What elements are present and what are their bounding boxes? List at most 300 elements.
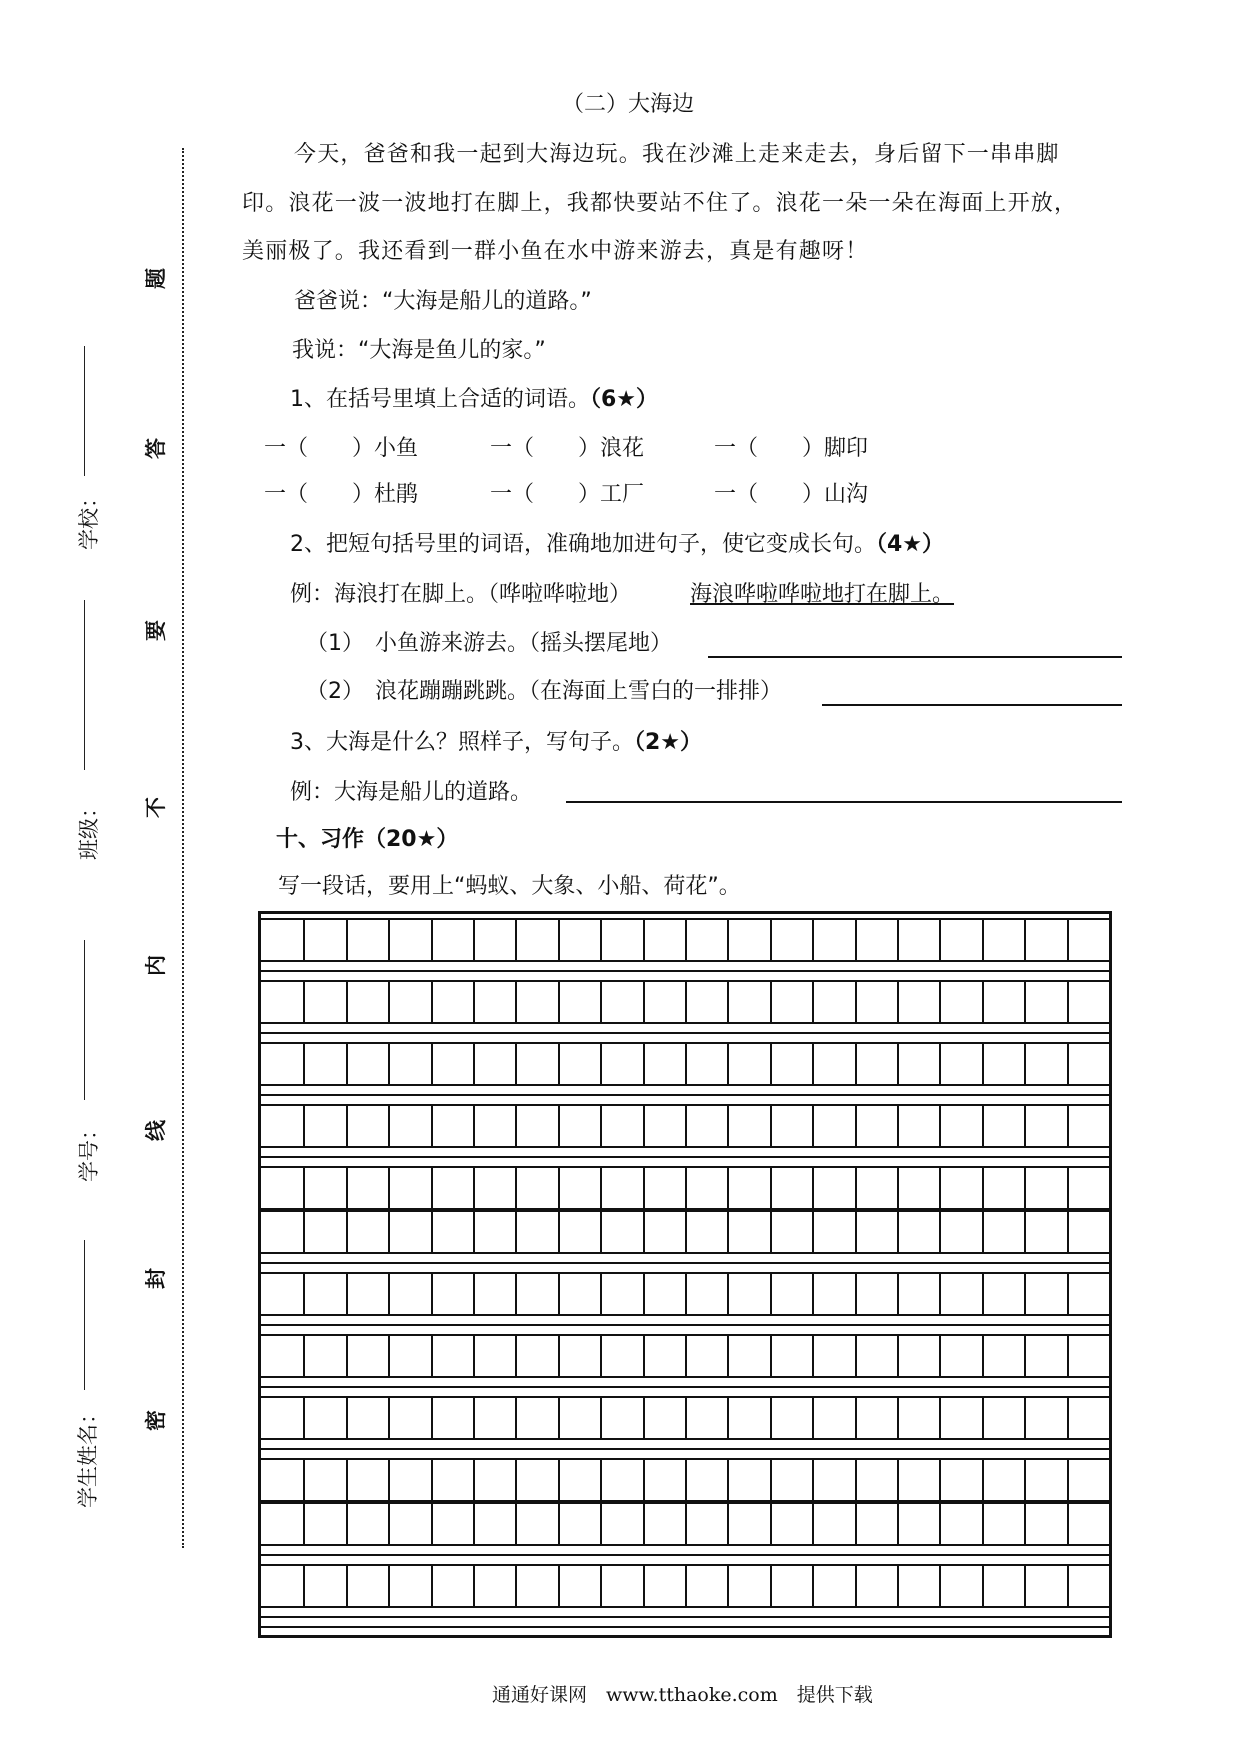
grid-cell[interactable]	[685, 920, 687, 960]
grid-cell[interactable]	[897, 1168, 899, 1208]
grid-cell[interactable]	[431, 982, 433, 1022]
q2-answer-line-1[interactable]	[708, 656, 1122, 658]
grid-cell[interactable]	[812, 1398, 814, 1438]
grid-cell[interactable]	[515, 1274, 517, 1314]
grid-row	[261, 1334, 1109, 1378]
grid-cell[interactable]	[388, 1106, 390, 1146]
grid-cell[interactable]	[939, 1168, 941, 1208]
grid-cell[interactable]	[685, 1044, 687, 1084]
grid-cell[interactable]	[346, 1168, 348, 1208]
grid-cell[interactable]	[558, 1044, 560, 1084]
grid-cell[interactable]	[346, 1460, 348, 1500]
grid-cell[interactable]	[1067, 1336, 1069, 1376]
grid-cell[interactable]	[473, 1504, 475, 1544]
grid-cell[interactable]	[303, 1460, 305, 1500]
q3-stem-text: 3、大海是什么？照样子，写句子。	[290, 730, 634, 755]
grid-cell[interactable]	[685, 1566, 687, 1606]
grid-cell[interactable]	[1024, 1460, 1026, 1500]
q1-item: 一（ ）杜鹃	[264, 482, 419, 507]
grid-cell[interactable]	[515, 1566, 517, 1606]
grid-cell[interactable]	[770, 1274, 772, 1314]
grid-spacer-line	[261, 1448, 1109, 1450]
q2-answer-line-2[interactable]	[822, 704, 1122, 706]
grid-cell[interactable]	[473, 1044, 475, 1084]
grid-cell[interactable]	[388, 1336, 390, 1376]
grid-cell[interactable]	[473, 1274, 475, 1314]
grid-cell[interactable]	[346, 1274, 348, 1314]
grid-row	[261, 1396, 1109, 1440]
grid-cell[interactable]	[1067, 1504, 1069, 1544]
grid-cell[interactable]	[303, 1566, 305, 1606]
grid-cell[interactable]	[727, 1460, 729, 1500]
grid-cell[interactable]	[855, 1336, 857, 1376]
passage-line: 印。浪花一波一波地打在脚上，我都快要站不住了。浪花一朵一朵在海面上开放，	[242, 191, 1078, 216]
class-label: 班级：	[77, 797, 101, 860]
grid-cell[interactable]	[685, 1168, 687, 1208]
grid-cell[interactable]	[897, 982, 899, 1022]
grid-cell[interactable]	[812, 1044, 814, 1084]
grid-cell[interactable]	[473, 982, 475, 1022]
grid-cell[interactable]	[558, 920, 560, 960]
q3-answer-line[interactable]	[566, 801, 1122, 803]
q1-item: 一（ ）浪花	[490, 436, 645, 461]
grid-cell[interactable]	[982, 1566, 984, 1606]
grid-cell[interactable]	[685, 1398, 687, 1438]
grid-cell[interactable]	[346, 1566, 348, 1606]
seal-char: 题	[144, 268, 168, 289]
grid-cell[interactable]	[600, 1504, 602, 1544]
grid-cell[interactable]	[982, 1212, 984, 1252]
grid-cell[interactable]	[346, 982, 348, 1022]
grid-cell[interactable]	[897, 1398, 899, 1438]
grid-cell[interactable]	[982, 1460, 984, 1500]
grid-cell[interactable]	[473, 1336, 475, 1376]
q1-item: 一（ ）脚印	[714, 436, 869, 461]
grid-cell[interactable]	[600, 1274, 602, 1314]
grid-cell[interactable]	[643, 1274, 645, 1314]
grid-cell[interactable]	[643, 1566, 645, 1606]
grid-cell[interactable]	[770, 1566, 772, 1606]
grid-cell[interactable]	[558, 982, 560, 1022]
grid-cell[interactable]	[643, 1106, 645, 1146]
grid-cell[interactable]	[1024, 1398, 1026, 1438]
grid-cell[interactable]	[643, 1336, 645, 1376]
grid-cell[interactable]	[897, 1504, 899, 1544]
grid-cell[interactable]	[346, 1398, 348, 1438]
grid-cell[interactable]	[770, 1044, 772, 1084]
grid-cell[interactable]	[685, 1106, 687, 1146]
grid-cell[interactable]	[855, 920, 857, 960]
grid-cell[interactable]	[939, 1398, 941, 1438]
grid-cell[interactable]	[600, 1212, 602, 1252]
grid-cell[interactable]	[855, 1460, 857, 1500]
grid-cell[interactable]	[515, 1398, 517, 1438]
grid-cell[interactable]	[643, 1168, 645, 1208]
grid-cell[interactable]	[515, 1106, 517, 1146]
seal-char: 答	[144, 438, 168, 459]
grid-spacer-line	[261, 1032, 1109, 1034]
grid-cell[interactable]	[897, 920, 899, 960]
grid-cell[interactable]	[303, 1336, 305, 1376]
grid-cell[interactable]	[855, 1106, 857, 1146]
grid-cell[interactable]	[812, 1504, 814, 1544]
q2-item-1: （1） 小鱼游来游去。（摇头摆尾地）	[306, 631, 672, 656]
grid-cell[interactable]	[685, 1504, 687, 1544]
grid-cell[interactable]	[685, 1460, 687, 1500]
grid-cell[interactable]	[982, 1274, 984, 1314]
grid-cell[interactable]	[388, 1212, 390, 1252]
seal-char: 密	[144, 1410, 168, 1431]
q2-example-answer: 海浪哗啦哗啦地打在脚上。	[690, 582, 955, 607]
grid-cell[interactable]	[812, 1460, 814, 1500]
q1-item: 一（ ）小鱼	[264, 436, 419, 461]
grid-cell[interactable]	[939, 1106, 941, 1146]
grid-cell[interactable]	[303, 1106, 305, 1146]
grid-cell[interactable]	[600, 1044, 602, 1084]
q1-item: 一（ ）工厂	[490, 482, 645, 507]
grid-cell[interactable]	[727, 1168, 729, 1208]
grid-cell[interactable]	[982, 920, 984, 960]
grid-cell[interactable]	[1067, 1212, 1069, 1252]
grid-cell[interactable]	[812, 1274, 814, 1314]
grid-cell[interactable]	[303, 1274, 305, 1314]
grid-cell[interactable]	[982, 1106, 984, 1146]
grid-cell[interactable]	[1024, 1336, 1026, 1376]
grid-cell[interactable]	[855, 1274, 857, 1314]
grid-cell[interactable]	[600, 982, 602, 1022]
grid-cell[interactable]	[982, 982, 984, 1022]
q2-score: （4★）	[876, 532, 945, 557]
grid-cell[interactable]	[939, 1504, 941, 1544]
grid-cell[interactable]	[812, 982, 814, 1022]
grid-cell[interactable]	[897, 1566, 899, 1606]
grid-cell[interactable]	[600, 1460, 602, 1500]
grid-cell[interactable]	[685, 982, 687, 1022]
grid-cell[interactable]	[303, 1168, 305, 1208]
grid-cell[interactable]	[855, 1212, 857, 1252]
grid-cell[interactable]	[855, 1398, 857, 1438]
q2-stem-text: 2、把短句括号里的词语，准确地加进句子，使它变成长句。	[290, 532, 876, 557]
seal-dotted-line	[182, 148, 184, 1548]
grid-cell[interactable]	[558, 1274, 560, 1314]
q3-stem	[290, 732, 702, 754]
grid-cell[interactable]	[558, 1106, 560, 1146]
grid-spacer-line	[261, 1262, 1109, 1264]
grid-cell[interactable]	[1024, 1106, 1026, 1146]
grid-cell[interactable]	[1067, 1398, 1069, 1438]
grid-cell[interactable]	[473, 1212, 475, 1252]
grid-cell[interactable]	[388, 1460, 390, 1500]
grid-cell[interactable]	[1067, 1106, 1069, 1146]
grid-cell[interactable]	[727, 1398, 729, 1438]
grid-cell[interactable]	[388, 982, 390, 1022]
grid-cell[interactable]	[770, 1168, 772, 1208]
grid-row	[261, 1042, 1109, 1086]
grid-cell[interactable]	[812, 1106, 814, 1146]
student-name-blank-line	[84, 1240, 85, 1390]
class-blank-line	[84, 600, 85, 770]
q3-example: 例：大海是船儿的道路。	[290, 780, 533, 805]
student-name-label: 学生姓名：	[76, 1403, 100, 1508]
grid-cell[interactable]	[600, 1336, 602, 1376]
grid-cell[interactable]	[812, 1212, 814, 1252]
grid-cell[interactable]	[558, 1212, 560, 1252]
grid-cell[interactable]	[558, 1336, 560, 1376]
grid-cell[interactable]	[558, 1398, 560, 1438]
grid-cell[interactable]	[1024, 1566, 1026, 1606]
grid-cell[interactable]	[515, 1044, 517, 1084]
grid-cell[interactable]	[643, 1504, 645, 1544]
grid-spacer-line	[261, 1626, 1109, 1628]
q1-stem-text: 1、在括号里填上合适的词语。	[290, 387, 590, 412]
grid-cell[interactable]	[643, 920, 645, 960]
grid-cell[interactable]	[303, 1044, 305, 1084]
grid-spacer-line	[261, 1554, 1109, 1556]
grid-cell[interactable]	[897, 1212, 899, 1252]
grid-cell[interactable]	[1024, 1212, 1026, 1252]
grid-cell[interactable]	[1024, 982, 1026, 1022]
grid-cell[interactable]	[812, 1566, 814, 1606]
grid-row	[261, 918, 1109, 962]
grid-cell[interactable]	[727, 1504, 729, 1544]
grid-cell[interactable]	[1067, 982, 1069, 1022]
grid-cell[interactable]	[855, 1504, 857, 1544]
school-label: 学校：	[77, 487, 101, 550]
grid-cell[interactable]	[812, 1168, 814, 1208]
grid-cell[interactable]	[346, 1106, 348, 1146]
grid-cell[interactable]	[1024, 1044, 1026, 1084]
grid-cell[interactable]	[685, 1274, 687, 1314]
grid-cell[interactable]	[685, 1212, 687, 1252]
grid-cell[interactable]	[939, 1212, 941, 1252]
grid-cell[interactable]	[939, 920, 941, 960]
student-no-blank-line	[84, 940, 85, 1100]
grid-cell[interactable]	[727, 1336, 729, 1376]
grid-cell[interactable]	[897, 1274, 899, 1314]
grid-cell[interactable]	[855, 982, 857, 1022]
grid-cell[interactable]	[431, 1106, 433, 1146]
q2-stem	[290, 534, 944, 556]
grid-cell[interactable]	[303, 1398, 305, 1438]
grid-cell[interactable]	[515, 920, 517, 960]
grid-cell[interactable]	[1024, 1504, 1026, 1544]
grid-cell[interactable]	[303, 1212, 305, 1252]
grid-cell[interactable]	[982, 1398, 984, 1438]
grid-cell[interactable]	[727, 982, 729, 1022]
grid-cell[interactable]	[473, 1566, 475, 1606]
grid-cell[interactable]	[431, 1504, 433, 1544]
q1-stem	[290, 389, 658, 411]
grid-cell[interactable]	[600, 1106, 602, 1146]
grid-spacer-line	[261, 1324, 1109, 1326]
seal-char: 内	[144, 955, 168, 976]
grid-cell[interactable]	[346, 1212, 348, 1252]
grid-cell[interactable]	[1067, 1460, 1069, 1500]
grid-cell[interactable]	[1067, 1168, 1069, 1208]
grid-cell[interactable]	[388, 1274, 390, 1314]
grid-row	[261, 1272, 1109, 1316]
grid-cell[interactable]	[939, 1460, 941, 1500]
grid-cell[interactable]	[346, 1504, 348, 1544]
grid-cell[interactable]	[770, 1336, 772, 1376]
footer-source: 通通好课网 www.tthaoke.com 提供下载	[492, 1684, 873, 1706]
grid-cell[interactable]	[473, 920, 475, 960]
grid-cell[interactable]	[770, 920, 772, 960]
grid-cell[interactable]	[685, 1336, 687, 1376]
grid-cell[interactable]	[939, 1044, 941, 1084]
grid-cell[interactable]	[515, 1168, 517, 1208]
grid-cell[interactable]	[515, 1212, 517, 1252]
grid-cell[interactable]	[346, 920, 348, 960]
grid-cell[interactable]	[727, 1106, 729, 1146]
grid-cell[interactable]	[643, 1212, 645, 1252]
grid-cell[interactable]	[346, 1336, 348, 1376]
grid-cell[interactable]	[303, 1504, 305, 1544]
grid-cell[interactable]	[388, 1504, 390, 1544]
grid-cell[interactable]	[303, 920, 305, 960]
seal-char: 封	[144, 1268, 168, 1289]
grid-row	[261, 980, 1109, 1024]
grid-cell[interactable]	[388, 1566, 390, 1606]
grid-cell[interactable]	[431, 1460, 433, 1500]
dad-says: 爸爸说：“大海是船儿的道路。”	[294, 289, 592, 314]
composition-heading: 十、习作（20★）	[276, 827, 459, 852]
grid-cell[interactable]	[727, 920, 729, 960]
grid-cell[interactable]	[388, 1044, 390, 1084]
grid-cell[interactable]	[770, 1106, 772, 1146]
grid-cell[interactable]	[1024, 920, 1026, 960]
grid-cell[interactable]	[1067, 1044, 1069, 1084]
grid-cell[interactable]	[600, 1398, 602, 1438]
grid-cell[interactable]	[727, 1274, 729, 1314]
grid-cell[interactable]	[939, 1336, 941, 1376]
grid-cell[interactable]	[897, 1336, 899, 1376]
grid-cell[interactable]	[473, 1168, 475, 1208]
grid-cell[interactable]	[982, 1168, 984, 1208]
grid-cell[interactable]	[558, 1168, 560, 1208]
grid-cell[interactable]	[812, 920, 814, 960]
grid-spacer-line	[261, 1094, 1109, 1096]
grid-cell[interactable]	[473, 1398, 475, 1438]
grid-cell[interactable]	[303, 982, 305, 1022]
grid-cell[interactable]	[770, 1398, 772, 1438]
section-title: （二）大海边	[562, 92, 695, 117]
grid-cell[interactable]	[727, 1566, 729, 1606]
grid-cell[interactable]	[982, 1044, 984, 1084]
student-no-label: 学号：	[77, 1119, 101, 1182]
grid-cell[interactable]	[770, 982, 772, 1022]
i-say: 我说：“大海是鱼儿的家。”	[292, 338, 546, 363]
grid-cell[interactable]	[515, 1460, 517, 1500]
grid-cell[interactable]	[939, 982, 941, 1022]
grid-cell[interactable]	[346, 1044, 348, 1084]
seal-char: 要	[144, 620, 168, 641]
passage-line: 美丽极了。我还看到一群小鱼在水中游来游去，真是有趣呀！	[242, 239, 869, 264]
grid-cell[interactable]	[388, 920, 390, 960]
grid-cell[interactable]	[643, 1398, 645, 1438]
grid-cell[interactable]	[431, 1274, 433, 1314]
grid-cell[interactable]	[855, 1168, 857, 1208]
grid-row	[261, 1166, 1109, 1210]
q1-score: （6★）	[590, 387, 659, 412]
grid-cell[interactable]	[515, 1336, 517, 1376]
grid-cell[interactable]	[600, 920, 602, 960]
grid-row	[261, 1104, 1109, 1148]
grid-cell[interactable]	[727, 1212, 729, 1252]
grid-spacer-line	[261, 1616, 1109, 1618]
grid-cell[interactable]	[388, 1398, 390, 1438]
grid-cell[interactable]	[515, 982, 517, 1022]
grid-row	[261, 1502, 1109, 1546]
grid-cell[interactable]	[770, 1460, 772, 1500]
grid-cell[interactable]	[431, 920, 433, 960]
grid-spacer-line	[261, 1156, 1109, 1158]
grid-cell[interactable]	[388, 1168, 390, 1208]
seal-char: 线	[144, 1120, 168, 1141]
grid-cell[interactable]	[643, 1044, 645, 1084]
passage-line: 今天，爸爸和我一起到大海边玩。我在沙滩上走来走去，身后留下一串串脚	[294, 142, 1060, 167]
grid-cell[interactable]	[897, 1106, 899, 1146]
grid-cell[interactable]	[1067, 920, 1069, 960]
grid-cell[interactable]	[812, 1336, 814, 1376]
q1-item: 一（ ）山沟	[714, 482, 869, 507]
school-blank-line	[84, 346, 85, 476]
grid-row	[261, 1458, 1109, 1502]
grid-row	[261, 1210, 1109, 1254]
grid-cell[interactable]	[770, 1504, 772, 1544]
grid-cell[interactable]	[897, 1044, 899, 1084]
grid-cell[interactable]	[431, 1336, 433, 1376]
composition-prompt: 写一段话，要用上“蚂蚁、大象、小船、荷花”。	[278, 874, 741, 899]
grid-cell[interactable]	[431, 1212, 433, 1252]
grid-cell[interactable]	[558, 1504, 560, 1544]
grid-cell[interactable]	[855, 1566, 857, 1606]
grid-spacer-line	[261, 1386, 1109, 1388]
grid-cell[interactable]	[558, 1566, 560, 1606]
grid-row	[261, 1564, 1109, 1608]
q3-score: （2★）	[634, 730, 703, 755]
grid-cell[interactable]	[1024, 1274, 1026, 1314]
grid-cell[interactable]	[431, 1566, 433, 1606]
q2-example-label: 例：海浪打在脚上。（哗啦哗啦地）	[290, 582, 632, 607]
grid-cell[interactable]	[558, 1460, 560, 1500]
grid-cell[interactable]	[982, 1504, 984, 1544]
grid-cell[interactable]	[515, 1504, 517, 1544]
grid-cell[interactable]	[855, 1044, 857, 1084]
grid-cell[interactable]	[600, 1168, 602, 1208]
grid-cell[interactable]	[897, 1460, 899, 1500]
grid-cell[interactable]	[473, 1106, 475, 1146]
grid-cell[interactable]	[1024, 1168, 1026, 1208]
grid-cell[interactable]	[939, 1566, 941, 1606]
grid-cell[interactable]	[770, 1212, 772, 1252]
q2-item-2: （2） 浪花蹦蹦跳跳。（在海面上雪白的一排排）	[306, 679, 782, 704]
grid-cell[interactable]	[643, 1460, 645, 1500]
grid-cell[interactable]	[727, 1044, 729, 1084]
grid-cell[interactable]	[473, 1460, 475, 1500]
grid-cell[interactable]	[431, 1398, 433, 1438]
seal-char: 不	[144, 797, 168, 818]
grid-cell[interactable]	[982, 1336, 984, 1376]
grid-cell[interactable]	[1067, 1566, 1069, 1606]
grid-cell[interactable]	[431, 1168, 433, 1208]
grid-cell[interactable]	[600, 1566, 602, 1606]
grid-cell[interactable]	[643, 982, 645, 1022]
grid-cell[interactable]	[1067, 1274, 1069, 1314]
composition-writing-grid[interactable]	[258, 911, 1112, 1638]
grid-cell[interactable]	[939, 1274, 941, 1314]
grid-cell[interactable]	[431, 1044, 433, 1084]
